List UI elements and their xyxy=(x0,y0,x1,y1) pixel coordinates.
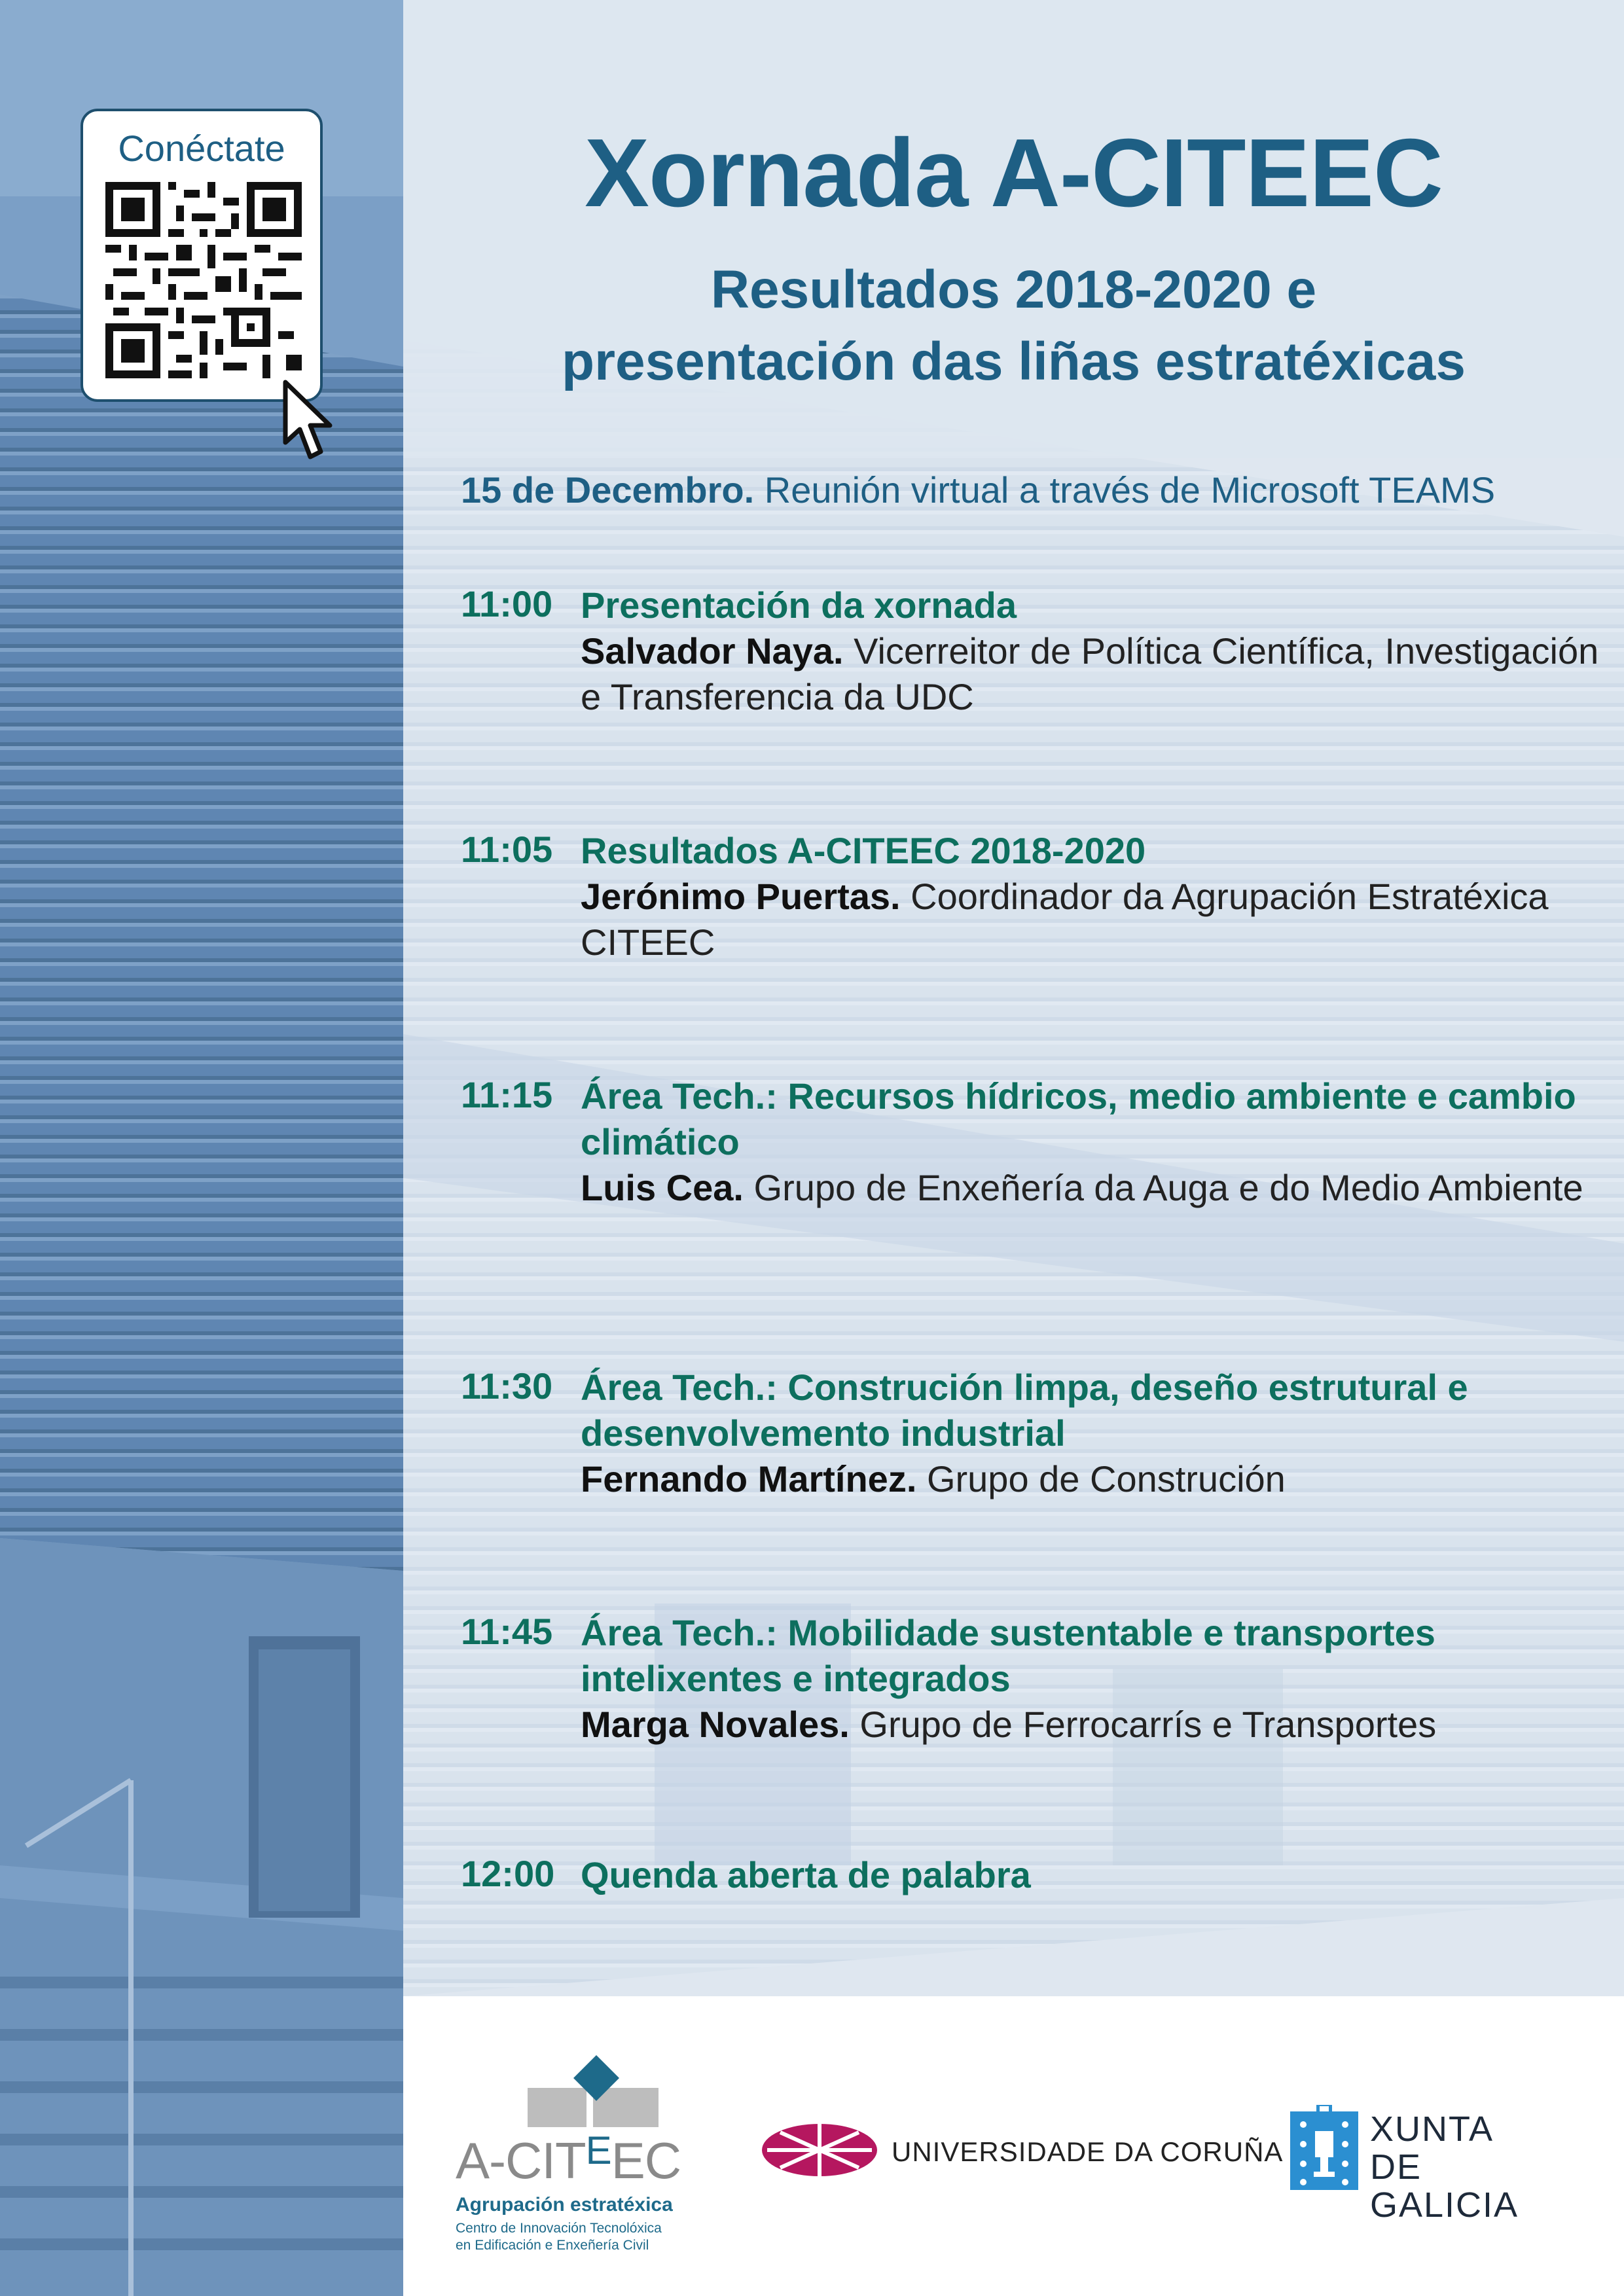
event-date: 15 de Decembro. xyxy=(461,469,755,511)
speaker-name: Salvador Naya. xyxy=(581,630,844,672)
citeec-description-2: en Edificación e Enxeñería Civil xyxy=(456,2238,649,2253)
xunta-name xyxy=(1370,2110,1578,2224)
xunta-line-1: XUNTA xyxy=(1370,2109,1494,2149)
agenda-time: 11:00 xyxy=(461,583,553,624)
xunta-shield-icon xyxy=(1290,2105,1358,2190)
event-location: Reunión virtual a través de Microsoft TEAMS xyxy=(754,469,1496,511)
citeec-description-1: Centro de Innovación Tecnolóxica xyxy=(456,2221,662,2236)
udc-name: UNIVERSIDADE DA CORUÑA xyxy=(892,2136,1284,2167)
speaker-role: Grupo de Construción xyxy=(916,1458,1286,1499)
agenda-time: 11:45 xyxy=(461,1611,553,1652)
footer-logos xyxy=(403,1996,1624,2296)
speaker-name: Jerónimo Puertas. xyxy=(581,876,901,917)
speaker-role: Grupo de Enxeñería da Auga e do Medio Ambiente xyxy=(743,1167,1583,1208)
agenda-speaker xyxy=(581,874,1602,965)
agenda-time: 11:15 xyxy=(461,1074,553,1115)
qr-code-image[interactable] xyxy=(105,182,302,378)
agenda-speaker xyxy=(581,1456,1602,1502)
page-subtitle xyxy=(403,254,1624,398)
speaker-role: Coordinador da Agrupación Estratéxica CITEEC xyxy=(581,876,1549,963)
speaker-role: Grupo de Ferrocarrís e Transportes xyxy=(849,1704,1437,1745)
main-content xyxy=(403,0,1624,1996)
qr-card[interactable] xyxy=(81,109,323,402)
citeec-tagline: Agrupación estratéxica xyxy=(456,2194,673,2215)
agenda-time: 11:30 xyxy=(461,1365,553,1407)
cursor-arrow-icon xyxy=(281,380,334,465)
agenda-topic: Resultados A-CITEEC 2018-2020 xyxy=(581,830,1146,871)
agenda-topic: Presentación da xornada xyxy=(581,584,1017,626)
agenda-speaker xyxy=(581,1165,1602,1211)
agenda-speaker xyxy=(581,628,1602,720)
agenda-time: 12:00 xyxy=(461,1853,555,1894)
citeec-logo xyxy=(456,2049,704,2271)
agenda-topic: Quenda aberta de palabra xyxy=(581,1854,1031,1895)
citeec-wordmark-left: A-CIT xyxy=(456,2132,586,2189)
agenda-topic: Área Tech.: Recursos hídricos, medio ambiente e cambio climático xyxy=(581,1075,1576,1162)
xunta-line-2: DE GALICIA xyxy=(1370,2147,1519,2225)
event-dateline xyxy=(461,469,1495,511)
citeec-wordmark-mid: E xyxy=(585,2128,611,2172)
speaker-name: Fernando Martínez. xyxy=(581,1458,917,1499)
page-title: Xornada A-CITEEC xyxy=(585,119,1443,227)
agenda-topic: Área Tech.: Mobilidade sustentable e transportes intelixentes e integrados xyxy=(581,1612,1435,1699)
citeec-wordmark xyxy=(456,2128,681,2191)
citeec-wordmark-right: EC xyxy=(611,2132,681,2189)
agenda-time: 11:05 xyxy=(461,829,553,870)
subtitle-line-1: Resultados 2018-2020 e xyxy=(710,260,1317,319)
subtitle-line-2: presentación das liñas estratéxicas xyxy=(561,332,1466,391)
qr-label: Conéctate xyxy=(118,128,285,169)
xunta-logo xyxy=(1290,2105,1578,2225)
udc-logo xyxy=(761,2114,1284,2193)
speaker-name: Luis Cea. xyxy=(581,1167,744,1208)
udc-emblem-icon xyxy=(761,2121,878,2179)
speaker-name: Marga Novales. xyxy=(581,1704,850,1745)
agenda-speaker xyxy=(581,1702,1602,1748)
speaker-role: Vicerreitor de Política Científica, Investigación e Transferencia da UDC xyxy=(581,630,1599,717)
agenda-topic: Área Tech.: Construción limpa, deseño estrutural e desenvolvemento industrial xyxy=(581,1367,1468,1454)
